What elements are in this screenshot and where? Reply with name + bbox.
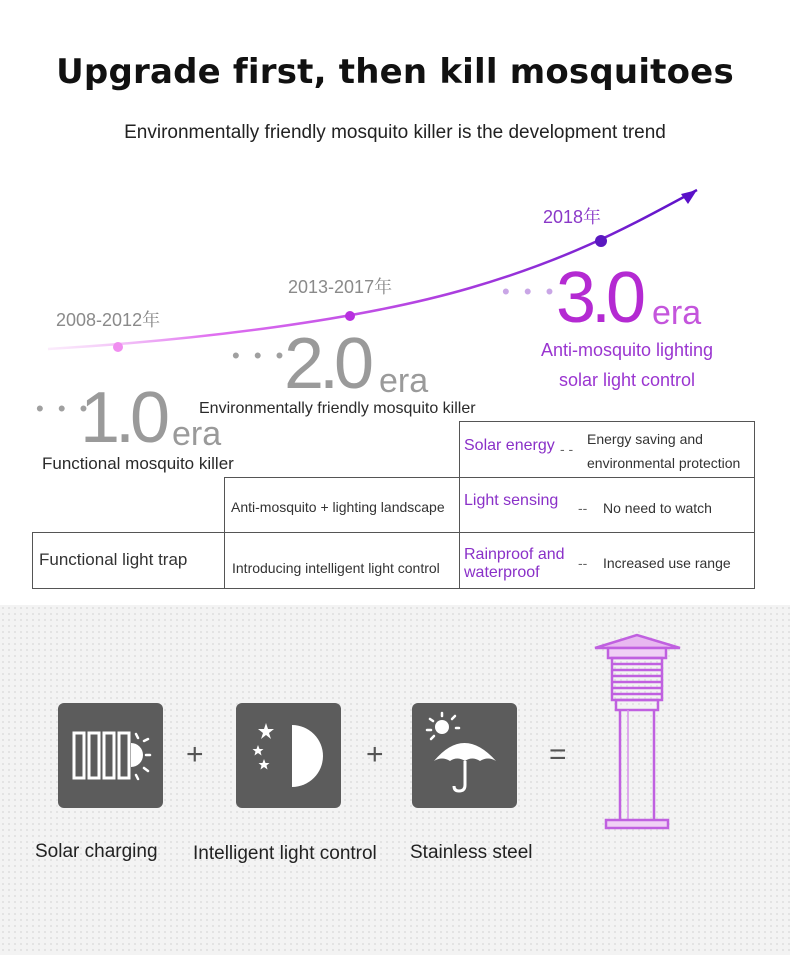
table-feature-rainproof-2: waterproof xyxy=(464,564,540,581)
plus-sign-1: + xyxy=(186,738,204,771)
table-line-row3-top xyxy=(32,532,755,533)
solar-panel-icon xyxy=(58,703,163,808)
equals-sign: = xyxy=(549,738,567,771)
feature-label-stainless-steel: Stainless steel xyxy=(410,842,533,863)
table-sep-2: -- xyxy=(578,500,588,516)
plus-sign-2: + xyxy=(366,738,384,771)
timeline-arrowhead xyxy=(681,190,697,204)
table-sep-1: - - xyxy=(560,441,574,457)
timeline-point-2018 xyxy=(595,235,607,247)
era-3-desc-line2: solar light control xyxy=(558,370,696,390)
table-line-col2-left xyxy=(224,477,225,589)
era-2-number: 2.0 xyxy=(284,324,370,404)
table-benefit-light-sensing: No need to watch xyxy=(603,500,712,516)
era-3-years: 2018年 xyxy=(543,207,602,227)
feature-label-solar-charging: Solar charging xyxy=(35,841,158,862)
era-3-number: 3.0 xyxy=(556,258,642,338)
era-2-description: Environmentally friendly mosquito killer xyxy=(199,400,476,417)
era-2-suffix: era xyxy=(379,362,429,400)
table-feature-rainproof-1: Rainproof and xyxy=(464,546,565,563)
era-1-number: 1.0 xyxy=(80,378,166,458)
era-1-suffix: era xyxy=(172,415,222,453)
era-3-dots: • • • xyxy=(502,279,558,304)
page-title: Upgrade first, then kill mosquitoes xyxy=(56,52,734,92)
timeline-point-2008 xyxy=(113,342,123,352)
table-cell-functional-light-trap: Functional light trap xyxy=(39,550,188,569)
era-3-desc-line1: Anti-mosquito lighting xyxy=(540,340,714,360)
table-cell-landscape: Anti-mosquito + lighting landscape xyxy=(231,499,445,515)
timeline-point-2013 xyxy=(345,311,355,321)
table-cell-intelligent-control: Introducing intelligent light control xyxy=(232,560,440,576)
table-feature-light-sensing: Light sensing xyxy=(464,492,559,509)
table-sep-3: -- xyxy=(578,555,588,571)
day-night-icon xyxy=(236,703,341,808)
table-benefit-solar-1: Energy saving and xyxy=(587,431,703,447)
page-subtitle: Environmentally friendly mosquito killer is the development trend xyxy=(124,122,666,143)
umbrella-sun-icon xyxy=(412,703,517,808)
era-1-years: 2008-2012年 xyxy=(56,310,161,330)
table-benefit-rainproof: Increased use range xyxy=(603,555,731,571)
era-2-dots: • • • xyxy=(232,343,288,368)
table-feature-solar: Solar energy xyxy=(464,437,555,454)
table-line-bottom xyxy=(32,588,755,589)
table-benefit-solar-2: environmental protection xyxy=(587,455,741,471)
era-2-years: 2013-2017年 xyxy=(288,277,393,297)
era-3-suffix: era xyxy=(652,294,702,332)
feature-label-intelligent-light-control: Intelligent light control xyxy=(193,843,377,864)
table-line-col1-left xyxy=(32,532,33,589)
era-1-description: Functional mosquito killer xyxy=(42,454,234,473)
solar-lamp-icon xyxy=(590,630,685,835)
table-line-row2-top xyxy=(224,477,755,478)
era-1-dots: • • • xyxy=(36,396,92,421)
